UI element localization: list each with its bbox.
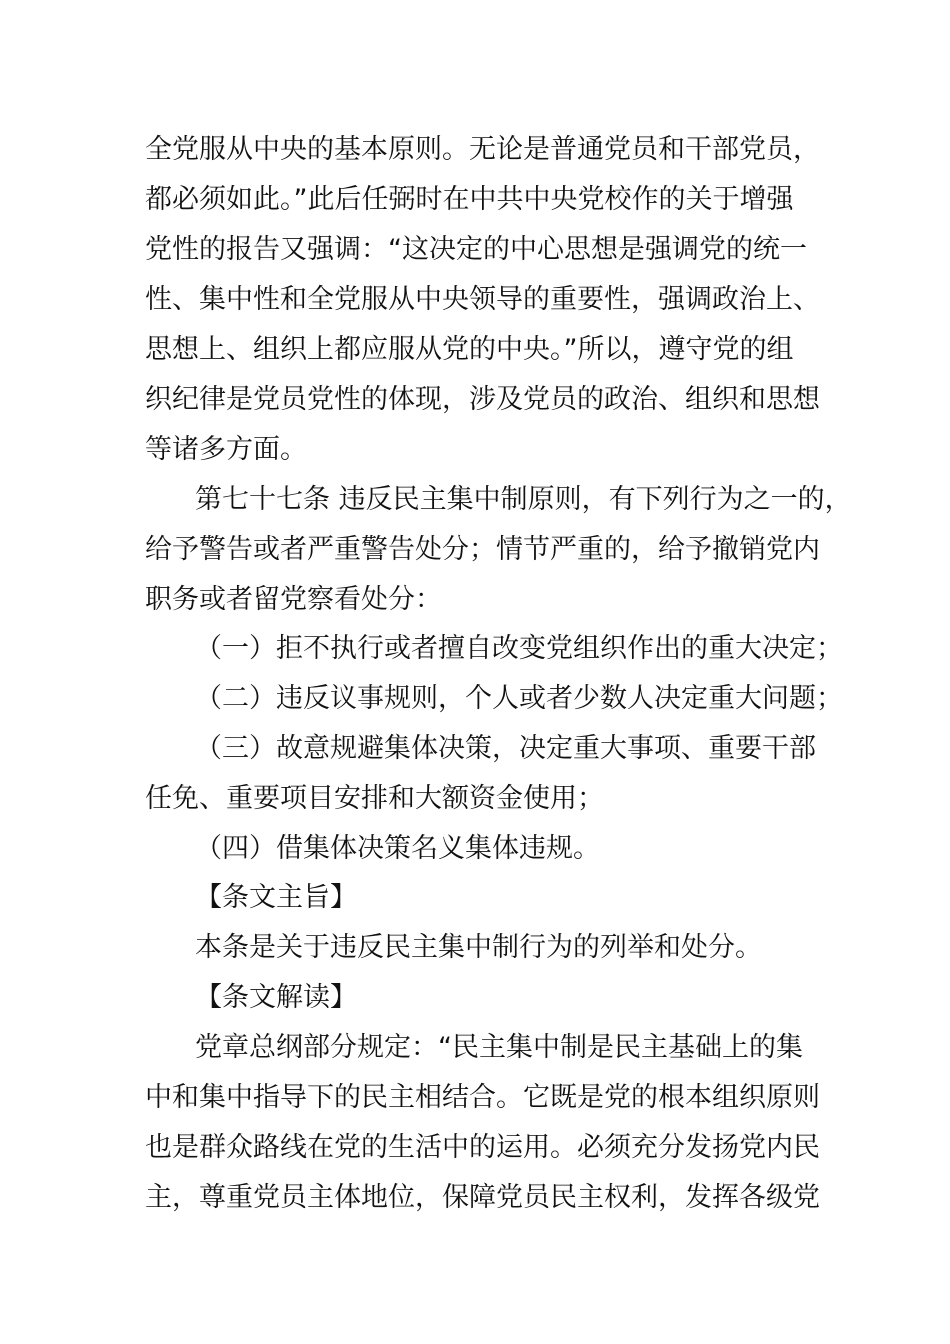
section-heading: 【条文解读】 xyxy=(195,982,357,1013)
text-line: 全党服从中央的基本原则。无论是普通党员和干部党员， xyxy=(145,134,820,165)
article-heading: 第七十七条 违反民主集中制原则，有下列行为之一的， xyxy=(195,484,852,515)
text-line: 职务或者留党察看处分： xyxy=(145,584,442,615)
text-line: 任免、重要项目安排和大额资金使用； xyxy=(145,783,604,814)
text-line: 性、集中性和全党服从中央领导的重要性，强调政治上、 xyxy=(145,284,820,315)
list-item: （三）故意规避集体决策，决定重大事项、重要干部 xyxy=(195,733,816,764)
list-item: （四）借集体决策名义集体违规。 xyxy=(195,833,600,864)
text-line: 都必须如此。”此后任弼时在中共中央党校作的关于增强 xyxy=(145,184,794,215)
text-line: 织纪律是党员党性的体现，涉及党员的政治、组织和思想 xyxy=(145,384,820,415)
section-heading: 【条文主旨】 xyxy=(195,882,357,913)
text-line: 党性的报告又强调：“这决定的中心思想是强调党的统一 xyxy=(145,234,807,265)
text-line: 等诸多方面。 xyxy=(145,434,307,465)
list-item: （二）违反议事规则，个人或者少数人决定重大问题； xyxy=(195,683,843,714)
list-item: （一）拒不执行或者擅自改变党组织作出的重大决定； xyxy=(195,633,843,664)
text-line: 给予警告或者严重警告处分；情节严重的，给予撤销党内 xyxy=(145,534,820,565)
text-line: 也是群众路线在党的生活中的运用。必须充分发扬党内民 xyxy=(145,1132,820,1163)
text-line: 党章总纲部分规定：“民主集中制是民主基础上的集 xyxy=(195,1032,803,1063)
text-line: 本条是关于违反民主集中制行为的列举和处分。 xyxy=(195,932,762,963)
text-line: 中和集中指导下的民主相结合。它既是党的根本组织原则 xyxy=(145,1082,820,1113)
text-line: 思想上、组织上都应服从党的中央。”所以，遵守党的组 xyxy=(145,334,794,365)
text-line: 主，尊重党员主体地位，保障党员民主权利，发挥各级党 xyxy=(145,1182,820,1213)
